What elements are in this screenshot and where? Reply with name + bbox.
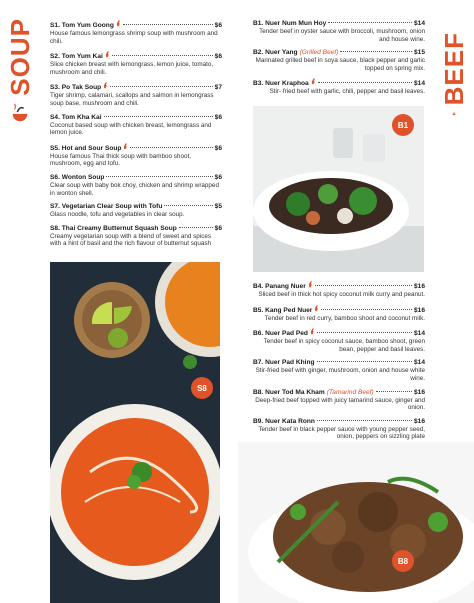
menu-item-price: $16 [413, 283, 425, 290]
menu-item-leader-dots [317, 361, 412, 362]
menu-item-leader-dots [164, 205, 212, 206]
menu-item-name: B2. Nuer Yang [253, 49, 298, 57]
menu-item-leader-dots [110, 86, 212, 87]
menu-item-price: $6 [214, 22, 222, 29]
menu-item [253, 20, 425, 43]
menu-item-note: (Grilled Beef) [299, 49, 339, 57]
menu-item-price: $6 [214, 224, 222, 232]
menu-item-name: B7. Nuer Pad Khing [253, 359, 315, 367]
menu-item-price: $7 [214, 84, 222, 92]
menu-item-name: B8. Nuer Tod Ma Kham [253, 388, 325, 396]
menu-item-name: B6. Nuer Pad Ped [253, 330, 308, 338]
menu-item-header [50, 225, 222, 233]
beef-menu-list-top [253, 20, 425, 102]
menu-item-price: $6 [214, 53, 222, 61]
menu-item-description: Tiger shrimp, calamari, scallops and salmon in lemongrass soup base, mushroom and chili. [50, 92, 214, 107]
chili-pepper-icon [123, 143, 128, 150]
item-badge-b1: B1 [392, 114, 414, 136]
menu-item [253, 359, 425, 382]
menu-item-description: Tender beef in red curry, bamboo shoot and coconut milk. [264, 314, 425, 322]
menu-item-leader-dots [130, 147, 212, 148]
menu-item-price: $16 [413, 306, 425, 314]
menu-item-price: $14 [413, 80, 425, 88]
menu-item-leader-dots [340, 51, 412, 52]
menu-item-name: B1. Nuer Num Mun Hoy [253, 20, 327, 27]
chili-pepper-icon [308, 281, 313, 288]
menu-item [253, 78, 425, 96]
chili-pepper-icon [103, 82, 108, 89]
menu-item-leader-dots [104, 116, 213, 117]
menu-item [50, 143, 222, 168]
menu-item-note: (Tamarind Beef) [326, 388, 374, 396]
menu-item-name: S1. Tom Yum Goong [50, 22, 114, 29]
menu-item-price: $6 [214, 173, 222, 181]
menu-item-header [253, 418, 425, 426]
menu-item-description: Creamy vegetarian soup with a blend of sweet and spices with a hint of basil and the rich flavour of butternut squash [50, 232, 212, 248]
menu-item-name: B3. Nuer Kraphoa [253, 80, 309, 88]
soup-section-title: SOUP [5, 18, 35, 96]
menu-item-price: $14 [413, 20, 425, 27]
menu-item [50, 20, 222, 45]
menu-item-price: $14 [413, 359, 425, 367]
menu-item [50, 225, 222, 248]
chili-pepper-icon [116, 20, 121, 27]
menu-item [50, 114, 222, 137]
menu-item-header [50, 203, 222, 211]
menu-item-description: Glass noodle, tofu and vegetables in clear soup. [50, 211, 185, 219]
menu-item-leader-dots [321, 309, 412, 310]
chili-pepper-icon [311, 78, 316, 85]
menu-item-price: $16 [413, 388, 425, 396]
beef-section-title: BEEF [439, 32, 469, 106]
soup-section-tab [2, 18, 38, 136]
menu-item-header [50, 82, 222, 92]
menu-item [253, 49, 425, 72]
menu-item-price: $16 [413, 417, 425, 425]
menu-item-price: $5 [214, 203, 222, 211]
menu-item-description: Slice chicken breast with lemongrass, lemon juice, tomato, mushroom and chili. [50, 61, 214, 76]
menu-item-description: Stir-fried beef with ginger, mushroom, onion and house white wine. [255, 367, 425, 382]
menu-item [253, 418, 425, 441]
menu-item-header [253, 78, 425, 88]
menu-item-description: Tender beef in oyster sauce with broccoli, mushroom, onion and house wine. [259, 28, 425, 43]
menu-item [50, 174, 222, 197]
menu-item-header [253, 305, 425, 315]
item-badge-s8: S8 [191, 377, 213, 399]
menu-item-name: S4. Tom Kha Kai [50, 113, 102, 121]
menu-item-description: House famous Thai thick soup with bamboo shoot, mushroom, egg and tofu. [50, 152, 191, 168]
menu-item-description: Sliced beef in thick hot spicy coconut milk curry and peanut. [258, 291, 425, 298]
menu-item [253, 389, 425, 412]
menu-item-header [253, 359, 425, 367]
menu-item-description: House famous lemongrass shrimp soup with mushroom and chili. [50, 30, 218, 45]
menu-item-header [50, 114, 222, 122]
menu-item-name: S2. Tom Yum Kai [50, 53, 103, 61]
chili-pepper-icon [314, 305, 319, 312]
menu-item-leader-dots [179, 227, 213, 228]
menu-item-header [253, 49, 425, 57]
menu-item-leader-dots [112, 55, 213, 56]
menu-item-description: Stir- fried beef with garlic, chili, pepper and basil leaves. [269, 88, 425, 96]
menu-item [50, 82, 222, 107]
menu-item-leader-dots [328, 22, 412, 23]
beef-menu-list-bottom [253, 281, 425, 447]
menu-item-description: Tender beef in spicy coconut sauce, bamboo shoot, green bean, pepper and basil leaves. [263, 338, 425, 353]
menu-item [50, 51, 222, 76]
menu-item [253, 328, 425, 353]
menu-item-name: B9. Nuer Kata Ronn [253, 417, 315, 425]
menu-item-name: S5. Hot and Sour Soup [50, 144, 122, 152]
chili-pepper-icon [310, 328, 315, 335]
spoon-bowl-icon [443, 111, 465, 116]
spoon-bowl-icon [9, 102, 31, 124]
menu-item-description: Clear soup with baby bok choy, chicken and shrimp wrapped in wonton shell. [50, 181, 219, 197]
menu-item-name: B5. Kang Ped Nuer [253, 306, 313, 314]
chili-pepper-icon [105, 51, 110, 58]
beef-section-tab [436, 32, 472, 116]
menu-item-header [50, 20, 222, 30]
menu-item [253, 305, 425, 323]
menu-item-description: Marinated grilled beef in soya sauce, black pepper and garlic topped on spring mix. [255, 57, 425, 72]
menu-item-price: $15 [413, 49, 425, 57]
menu-item-header [50, 174, 222, 182]
menu-item-name: S6. Wonton Soup [50, 173, 105, 181]
menu-item [253, 281, 425, 299]
item-badge-b8: B8 [392, 550, 414, 572]
menu-item-description: Coconut based soup with chicken breast, lemongrass and lemon juice. [50, 121, 212, 137]
menu-item-header [253, 389, 425, 397]
tamarind-beef-photo [238, 442, 474, 603]
squash-soup-photo [50, 262, 220, 603]
menu-item-header [253, 20, 425, 28]
menu-item-header [50, 51, 222, 61]
menu-item-name: S7. Vegetarian Clear Soup with Tofu [50, 203, 163, 211]
soup-menu-list [50, 20, 222, 254]
menu-item-price: $14 [413, 330, 425, 338]
menu-item-leader-dots [123, 24, 213, 25]
menu-item-header [253, 328, 425, 338]
menu-item-leader-dots [106, 176, 212, 177]
menu-item-leader-dots [315, 285, 412, 286]
beef-broccoli-photo [253, 106, 424, 272]
menu-item-name: B4. Panang Nuer [253, 283, 306, 290]
menu-item-description: Tender beef in black pepper sauce with young pepper seed, onion, peppers on sizzling plate [258, 425, 425, 441]
menu-item-price: $6 [214, 144, 222, 152]
menu-item-name: S8. Thai Creamy Butternut Squash Soup [50, 224, 177, 232]
menu-item-leader-dots [318, 82, 412, 83]
menu-item-leader-dots [317, 420, 412, 421]
menu-item-price: $6 [214, 113, 222, 121]
menu-item-description: Deep-fried beef topped with juicy tamarind sauce, ginger and onion. [255, 396, 425, 412]
menu-item-header [253, 281, 425, 291]
menu-item-name: S3. Po Tak Soup [50, 84, 102, 92]
menu-item-header [50, 143, 222, 153]
menu-item-leader-dots [317, 332, 412, 333]
menu-item [50, 203, 222, 219]
menu-item-leader-dots [376, 391, 412, 392]
